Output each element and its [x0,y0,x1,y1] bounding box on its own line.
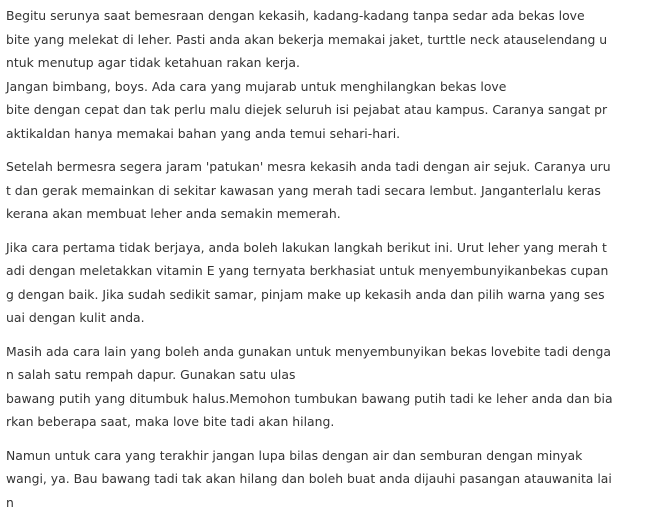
paragraph-1 [6,4,636,145]
text-line: Begitu serunya saat bemesraan dengan kekasih, kadang-kadang tanpa sedar ada bekas love [6,8,585,23]
text-line: rkan beberapa saat, maka love bite tadi akan hilang. [6,414,335,429]
text-line: uai dengan kulit anda. [6,310,145,325]
text-line: Setelah bermesra segera jaram 'patukan' mesra kekasih anda tadi dengan air sejuk. Caranya uru [6,159,611,174]
paragraph-2 [6,155,636,226]
text-line: bite dengan cepat dan tak perlu malu diejek seluruh isi pejabat atau kampus. Caranya sangat pr [6,102,608,117]
text-line: Jangan bimbang, boys. Ada cara yang mujarab untuk menghilangkan bekas love [6,78,507,94]
text-line: t dan gerak memainkan di sekitar kawasan yang merah tadi secara lembut. Janganterlalu keras [6,182,601,198]
text-line: ntuk menutup agar tidak ketahuan rakan kerja. [6,55,300,70]
text-line: n [6,494,14,510]
text-line: n salah satu rempah dapur. Gunakan satu ulas [6,367,296,382]
paragraph-3 [6,236,636,330]
text-line: wangi, ya. Bau bawang tadi tak akan hilang dan boleh buat anda dijauhi pasangan atauwanita lai [6,471,612,486]
text-line: bite yang melekat di leher. Pasti anda akan bekerja memakai jaket, turttle neck atauselendang u [6,31,608,47]
text-line: Namun untuk cara yang terakhir jangan lupa bilas dengan air dan semburan dengan minyak [6,447,583,463]
paragraph-4 [6,340,636,434]
text-line: Masih ada cara lain yang boleh anda gunakan untuk menyembunyikan bekas lovebite tadi denga [6,343,611,359]
text-line: g dengan baik. Jika sudah sedikit samar, pinjam make up kekasih anda dan pilih warna yang ses [6,286,605,302]
text-line: bawang putih yang ditumbuk halus.Memohon tumbukan bawang putih tadi ke leher anda dan bia [6,390,613,406]
article-body [6,4,636,524]
text-line: kerana akan membuat leher anda semakin memerah. [6,206,341,221]
paragraph-5 [6,444,636,515]
text-line: Jika cara pertama tidak berjaya, anda boleh lakukan langkah berikut ini. Urut leher yang merah t [6,239,607,255]
text-line: adi dengan meletakkan vitamin E yang ternyata berkhasiat untuk menyembunyikanbekas cupan [6,263,609,278]
text-line: aktikaldan hanya memakai bahan yang anda temui sehari-hari. [6,125,401,141]
